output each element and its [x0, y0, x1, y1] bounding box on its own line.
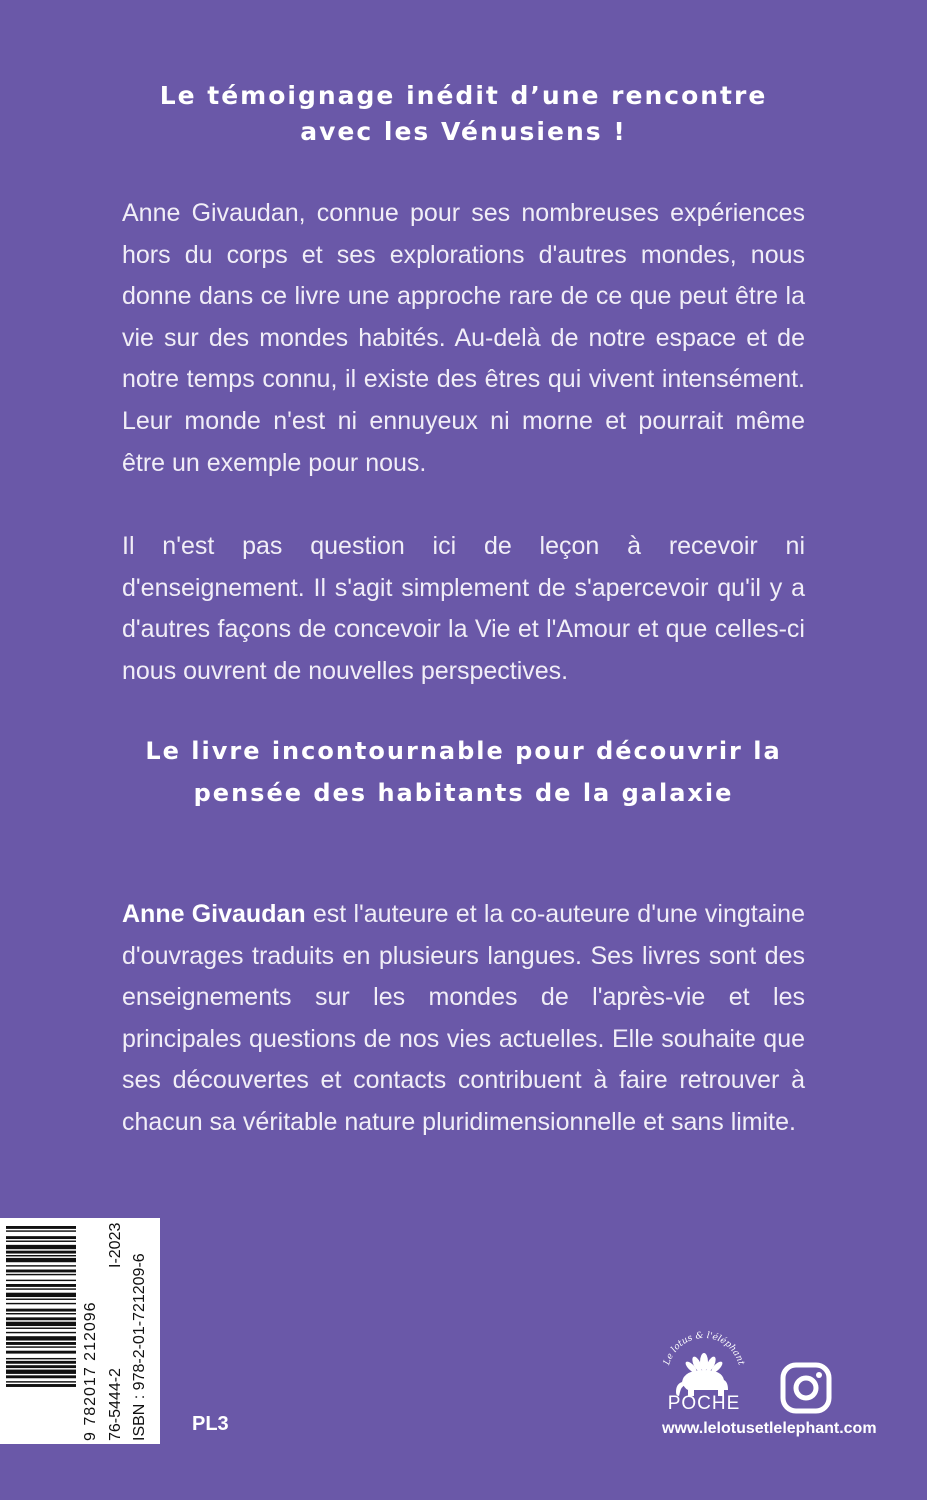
headline-mid-line2: pensée des habitants de la galaxie — [193, 779, 734, 807]
author-name: Anne Givaudan — [122, 900, 306, 928]
publisher-url[interactable]: www.lelotusetlelephant.com — [662, 1420, 877, 1437]
author-bio-text — [122, 894, 805, 1144]
logo-arc-text: Le lotus & l'éléphant — [662, 1330, 746, 1367]
poche-label: POCHE — [667, 1393, 741, 1414]
intro-paragraph — [122, 193, 805, 484]
barcode-digits: 9 782017 212096 — [82, 1301, 99, 1441]
author-bio — [122, 894, 805, 1144]
isbn-text: ISBN : 978-2-01-721209-6 — [131, 1253, 148, 1441]
headline-mid-line1: Le livre incontournable pour découvrir la — [145, 737, 782, 765]
barcode-date: I-2023 — [107, 1222, 124, 1268]
second-paragraph — [122, 526, 805, 692]
second-paragraph-text: Il n'est pas question ici de leçon à recevoir ni d'enseignement. Il s'agit simplement de s'apercevoir qu'il y a d'autres façons de concevoir la Vie et l'Amour et que celles-ci nous ouvrent de nouvelles perspectives. — [122, 532, 805, 685]
headline-mid — [0, 730, 927, 814]
instagram-icon[interactable] — [780, 1362, 832, 1414]
headline-top — [0, 78, 927, 150]
author-bio-body: est l'auteure et la co-auteure d'une vingtaine d'ouvrages traduits en plusieurs langues. Ses livres sont des enseignements sur les mondes de l'après-vie et les principales questions de nos vies actuelles. Elle souhaite que ses découvertes et contacts contribuent à faire retrouver à chacun sa véritable nature pluridimensionnelle et sans limite. — [122, 900, 805, 1136]
headline-top-line1: Le témoignage inédit d’une rencontre — [159, 81, 768, 110]
intro-paragraph-text: Anne Givaudan, connue pour ses nombreuses expériences hors du corps et ses explorations d'autres mondes, nous donne dans ce livre une approche rare de ce que peut être la vie sur des mondes habités. Au-delà de notre espace et de notre temps connu, il existe des êtres qui vivent intensément. Leur monde n'est ni ennuyeux ni morne et pourrait même être un exemple pour nous. — [122, 199, 805, 477]
barcode-bars — [0, 1218, 80, 1444]
pl-code: PL3 — [192, 1413, 229, 1435]
headline-top-line2: avec les Vénusiens ! — [300, 117, 627, 146]
barcode-code: 76-5444-2 — [107, 1368, 124, 1441]
